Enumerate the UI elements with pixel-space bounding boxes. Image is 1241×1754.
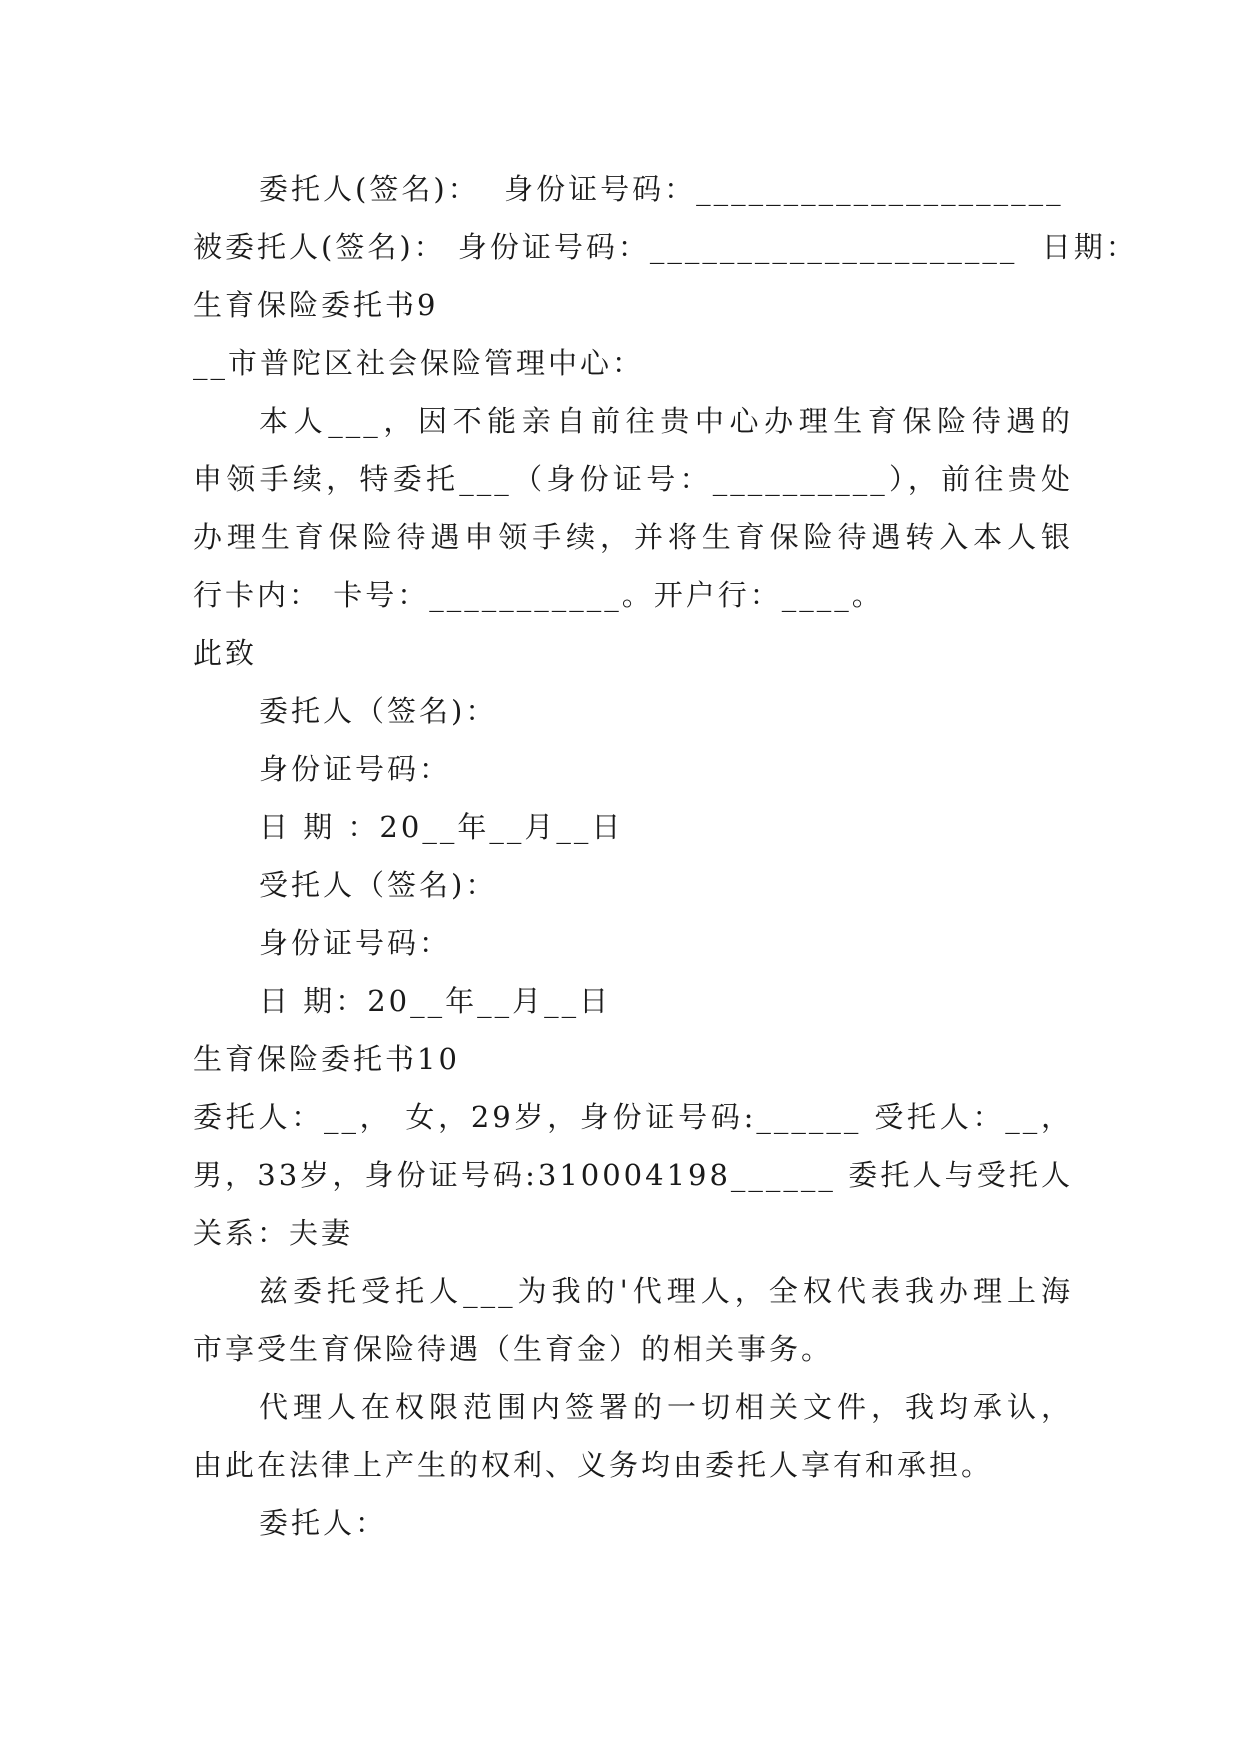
agent-id-field: 身份证号码： (259, 926, 452, 960)
body-paragraph-line: 市享受生育保险待遇（生育金）的相关事务。 (193, 1332, 834, 1366)
body-paragraph-line: 行卡内： 卡号：___________。开户行：____。 (193, 578, 884, 612)
client-id-field: 身份证号码： (259, 752, 452, 786)
body-paragraph-line: 本人___，因不能亲自前往贵中心办理生育保险待遇的 (259, 404, 1073, 438)
document-body (193, 160, 1138, 1552)
client-signature-field: 委托人： (259, 1506, 388, 1540)
parties-line: 委托人：__， 女，29岁，身份证号码:______ 受托人：__， (193, 1100, 1073, 1134)
body-paragraph-line: 代理人在权限范围内签署的一切相关文件，我均承认， (259, 1390, 1073, 1424)
client-signature-line: 委托人(签名)： 身份证号码：_____________________ (259, 172, 1064, 206)
section-heading-10: 生育保险委托书10 (193, 1042, 460, 1076)
addressee-line: __市普陀区社会保险管理中心： (193, 346, 645, 380)
agent-signature-line: 被委托人(签名)： 身份证号码：_____________________ 日期： (193, 230, 1138, 264)
parties-line: 男，33岁，身份证号码:310004198______ 委托人与受托人 (193, 1158, 1073, 1192)
body-paragraph-line: 申领手续，特委托___（身份证号：__________），前往贵处 (193, 462, 1073, 496)
body-paragraph-line: 办理生育保险待遇申领手续，并将生育保险待遇转入本人银 (193, 520, 1073, 554)
section-heading-9: 生育保险委托书9 (193, 288, 439, 322)
agent-signature-field: 受托人（签名)： (259, 868, 498, 902)
agent-date-field: 日 期：20__年__月__日 (259, 984, 612, 1018)
client-signature-field: 委托人（签名)： (259, 694, 498, 728)
relationship-line: 关系：夫妻 (193, 1216, 354, 1250)
client-date-field: 日 期 ：20__年__月__日 (259, 810, 624, 844)
body-paragraph-line: 兹委托受托人___为我的'代理人，全权代表我办理上海 (259, 1274, 1073, 1308)
body-paragraph-line: 由此在法律上产生的权利、义务均由委托人享有和承担。 (193, 1448, 994, 1482)
closing-salutation: 此致 (193, 636, 258, 670)
